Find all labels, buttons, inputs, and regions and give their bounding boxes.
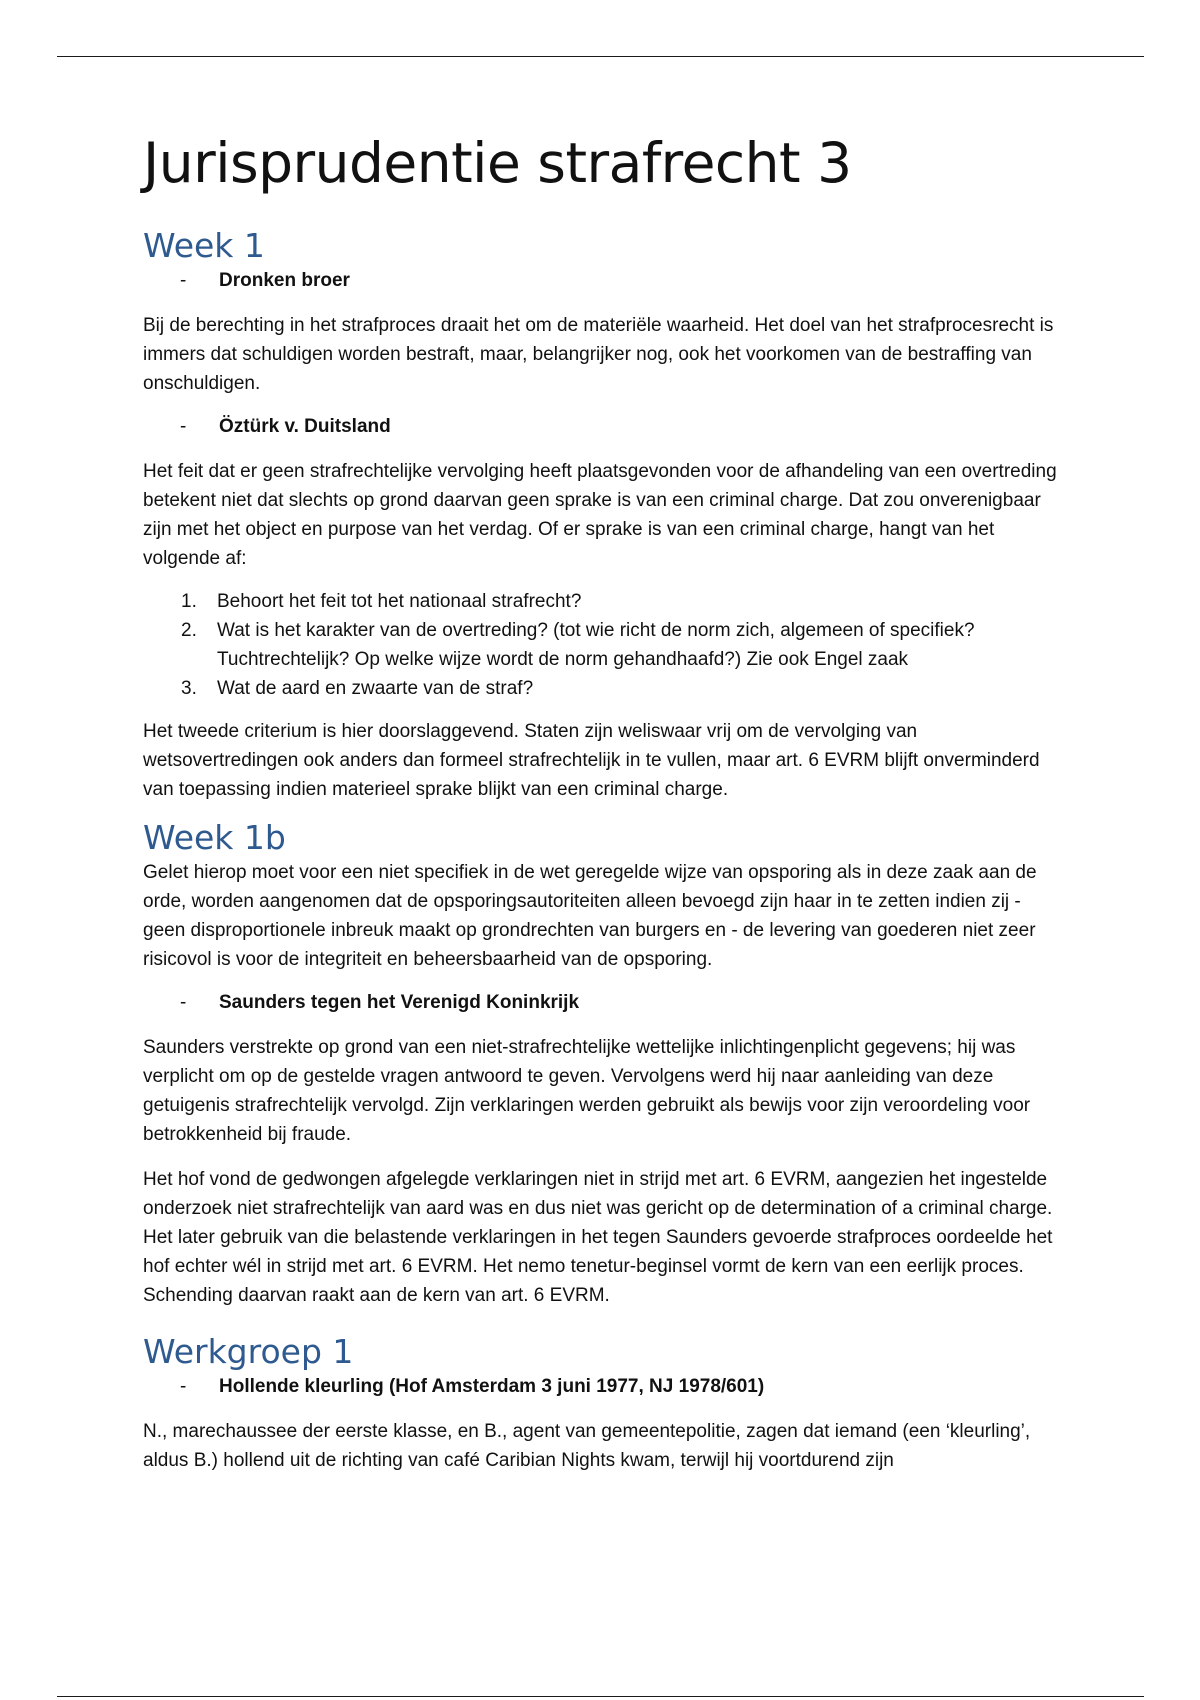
case-title: Öztürk v. Duitsland bbox=[219, 416, 391, 437]
list-text: Behoort het feit tot het nationaal strafrecht? bbox=[217, 591, 582, 612]
bullet-dash: - bbox=[180, 992, 187, 1013]
list-item bbox=[143, 616, 1063, 674]
paragraph: Het hof vond de gedwongen afgelegde verklaringen niet in strijd met art. 6 EVRM, aangezien het ingestelde onderzoek niet strafrechtelijk van aard was en dus niet was gericht op de determination of a criminal charge. Het later gebruik van die belastende verklaringen in het tegen Saunders gevoerde strafproces oordeelde het hof echter wél in strijd met art. 6 EVRM. Het nemo tenetur-beginsel vormt de kern van een eerlijk proces. Schending daarvan raakt aan de kern van art. 6 EVRM. bbox=[143, 1169, 1053, 1306]
list-item bbox=[143, 587, 1063, 616]
paragraph: Bij de berechting in het strafproces draait het om de materiële waarheid. Het doel van het strafprocesrecht is immers dat schuldigen worden bestraft, maar, belangrijker nog, ook het voorkomen van de bestraffing van onschuldigen. bbox=[143, 315, 1054, 394]
document-page bbox=[143, 130, 1063, 1475]
list-number: 1. bbox=[181, 591, 197, 612]
list-number: 3. bbox=[181, 678, 197, 699]
paragraph: Het feit dat er geen strafrechtelijke vervolging heeft plaatsgevonden voor de afhandeling van een overtreding betekent niet dat slechts op grond daarvan geen sprake is van een criminal charge. Dat zou onverenigbaar zijn met het object en purpose van het verdag. Of er sprake is van een criminal charge, hangt van het volgende af: bbox=[143, 461, 1057, 569]
paragraph: Het tweede criterium is hier doorslaggevend. Staten zijn weliswaar vrij om de vervolging van wetsovertredingen ook anders dan formeel strafrechtelijk in te vullen, maar art. 6 EVRM blijft onverminderd van toepassing indien materieel sprake blijkt van een criminal charge. bbox=[143, 721, 1040, 800]
heading-week-1b: Week 1b bbox=[143, 818, 286, 857]
list-text: Wat de aard en zwaarte van de straf? bbox=[217, 678, 534, 699]
bullet-dash: - bbox=[180, 1376, 187, 1397]
case-saunders bbox=[143, 988, 1063, 1017]
case-title: Hollende kleurling (Hof Amsterdam 3 juni 1977, NJ 1978/601) bbox=[219, 1376, 765, 1397]
case-dronken-broer bbox=[143, 266, 1063, 295]
case-ozturk bbox=[143, 412, 1063, 441]
list-item bbox=[143, 674, 1063, 703]
bullet-dash: - bbox=[180, 416, 187, 437]
document-title: Jurisprudentie strafrecht 3 bbox=[143, 131, 852, 195]
header-rule bbox=[57, 56, 1144, 57]
list-number: 2. bbox=[181, 620, 197, 641]
heading-werkgroep-1: Werkgroep 1 bbox=[143, 1332, 354, 1371]
case-title: Dronken broer bbox=[219, 270, 350, 291]
case-hollende-kleurling bbox=[143, 1372, 1063, 1401]
list-text: Wat is het karakter van de overtreding? (tot wie richt de norm zich, algemeen of specifiek? Tuchtrechtelijk? Op welke wijze wordt de norm gehandhaafd?) Zie ook Engel zaak bbox=[217, 620, 975, 670]
bullet-dash: - bbox=[180, 270, 187, 291]
paragraph: Gelet hierop moet voor een niet specifiek in de wet geregelde wijze van opsporing als in deze zaak aan de orde, worden aangenomen dat de opsporingsautoriteiten alleen bevoegd zijn haar in te zetten indien zij - geen disproportionele inbreuk maakt op grondrechten van burgers en - de levering van goederen niet zeer risicovol is voor de integriteit en beheersbaarheid van de opsporing. bbox=[143, 862, 1037, 970]
paragraph: Saunders verstrekte op grond van een niet-strafrechtelijke wettelijke inlichtingenplicht gegevens; hij was verplicht om op de gestelde vragen antwoord te geven. Vervolgens werd hij naar aanleiding van deze getuigenis strafrechtelijk vervolgd. Zijn verklaringen werden gebruikt als bewijs voor zijn veroordeling voor betrokkenheid bij fraude. bbox=[143, 1037, 1031, 1145]
paragraph: N., marechaussee der eerste klasse, en B., agent van gemeentepolitie, zagen dat iemand (een ‘kleurling’, aldus B.) hollend uit de richting van café Caribian Nights kwam, terwijl hij voortdurend zijn bbox=[143, 1421, 1031, 1471]
criteria-list bbox=[143, 587, 1063, 703]
case-title: Saunders tegen het Verenigd Koninkrijk bbox=[219, 992, 580, 1013]
heading-week-1: Week 1 bbox=[143, 226, 265, 265]
footer-rule bbox=[57, 1696, 1144, 1697]
